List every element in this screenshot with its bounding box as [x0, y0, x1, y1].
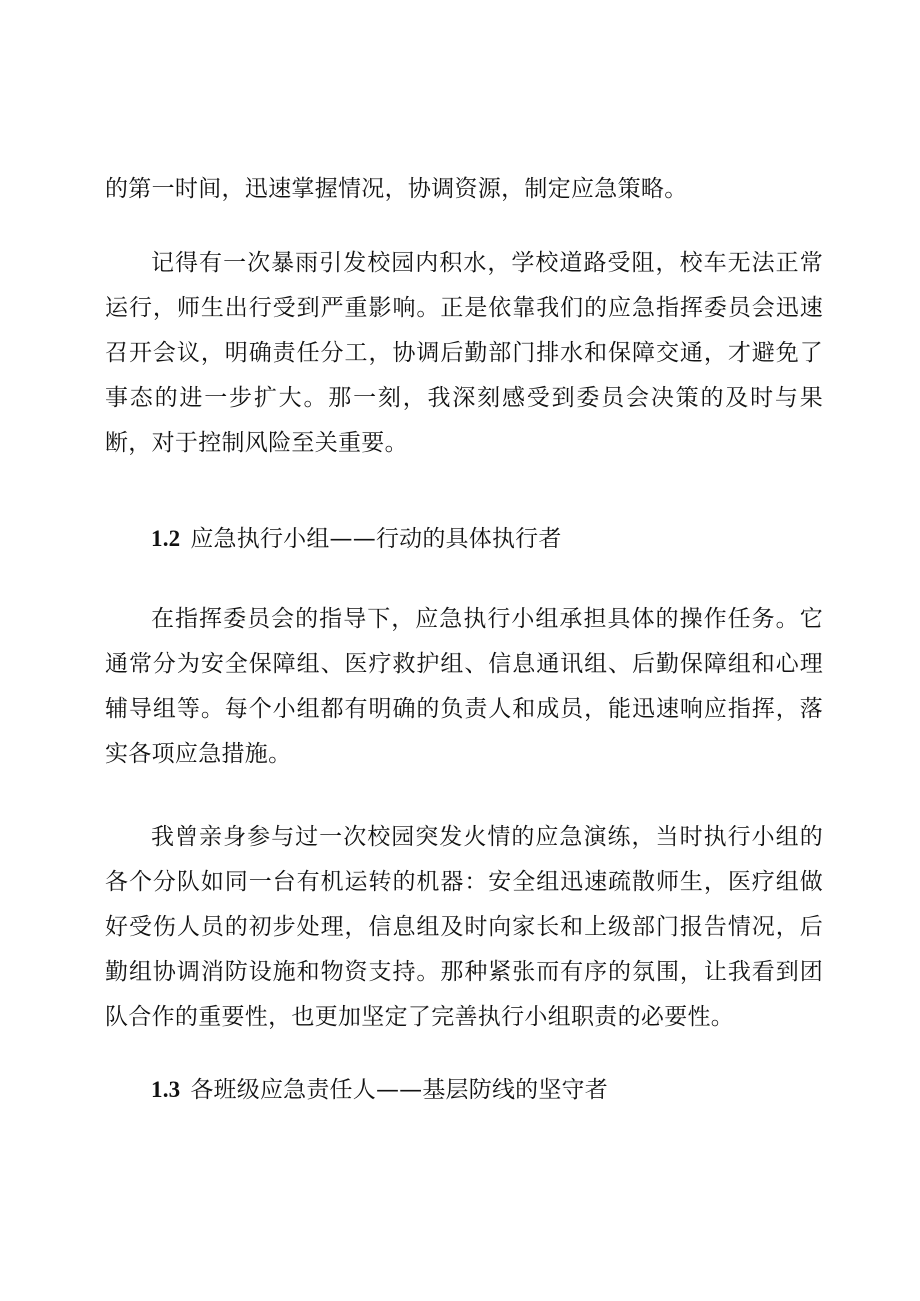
section-number: 1.2 [151, 526, 181, 551]
section-heading-1-3 [151, 1075, 608, 1105]
section-heading-1-2 [151, 524, 562, 554]
paragraph-execution-team: 在指挥委员会的指导下，应急执行小组承担具体的操作任务。它通常分为安全保障组、医疗救护组、信息通讯组、后勤保障组和心理辅导组等。每个小组都有明确的负责人和成员，能迅速响应指挥，落实各项应急措施。 [105, 606, 823, 767]
paragraph-continuation: 的第一时间，迅速掌握情况，协调资源，制定应急策略。 [105, 176, 688, 202]
paragraph-rainstorm: 记得有一次暴雨引发校园内积水，学校道路受阻，校车无法正常运行，师生出行受到严重影响。正是依靠我们的应急指挥委员会迅速召开会议，明确责任分工，协调后勤部门排水和保障交通，才避免了事态的进一步扩大。那一刻，我深刻感受到委员会决策的及时与果断，对于控制风险至关重要。 [105, 250, 823, 456]
section-title: 应急执行小组——行动的具体执行者 [190, 526, 562, 552]
section-title: 各班级应急责任人——基层防线的坚守者 [190, 1077, 608, 1103]
paragraph-fire-drill: 我曾亲身参与过一次校园突发火情的应急演练，当时执行小组的各个分队如同一台有机运转的机器：安全组迅速疏散师生，医疗组做好受伤人员的初步处理，信息组及时向家长和上级部门报告情况，后勤组协调消防设施和物资支持。那种紧张而有序的氛围，让我看到团队合作的重要性，也更加坚定了完善执行小组职责的必要性。 [105, 824, 823, 1030]
section-number: 1.3 [151, 1077, 181, 1102]
